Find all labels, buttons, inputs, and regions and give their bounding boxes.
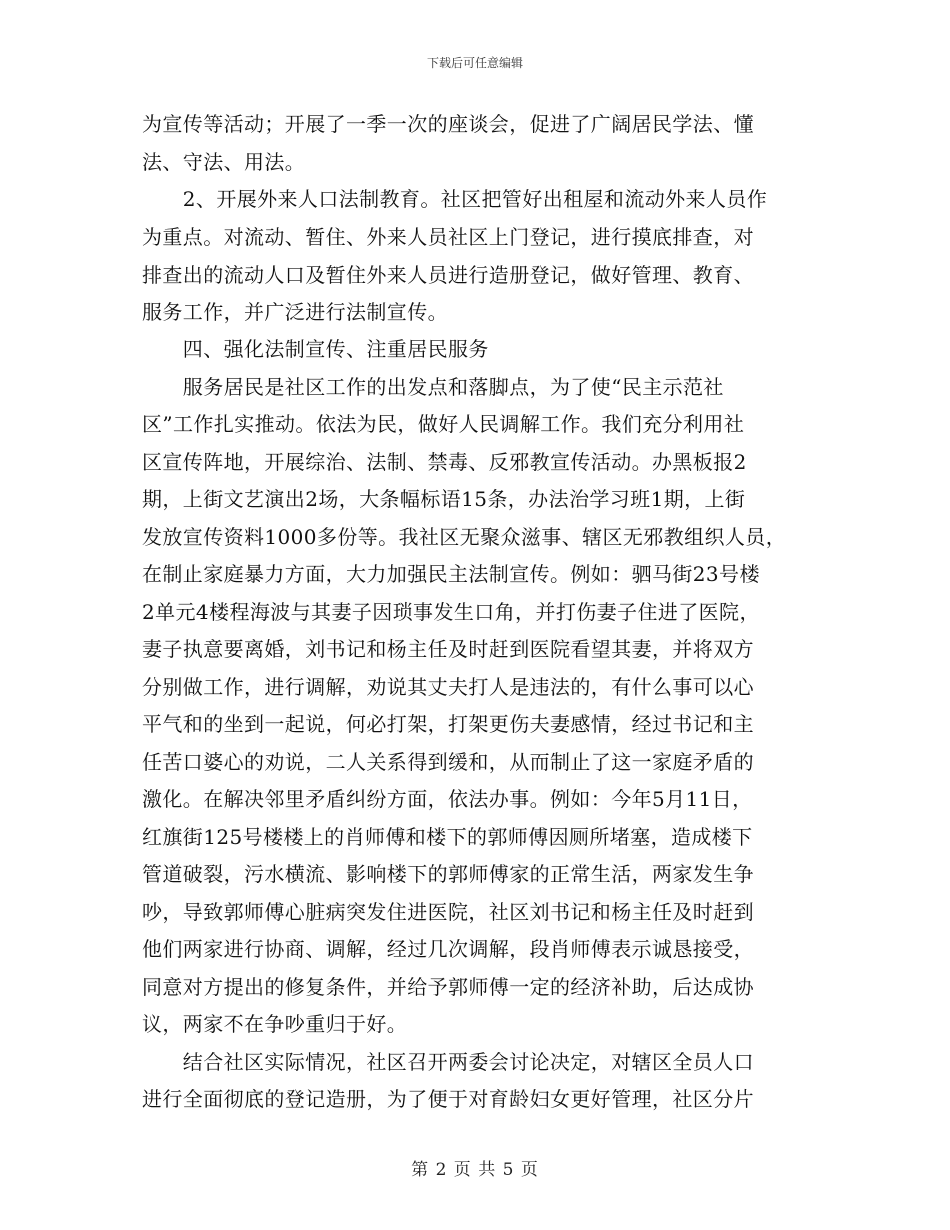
body-line: 进行全面彻底的登记造册，为了便于对育龄妇女更好管理，社区分片 — [142, 1087, 754, 1111]
body-line: 妻子执意要离婚，刘书记和杨主任及时赶到医院看望其妻，并将双方 — [142, 637, 754, 661]
body-line: 红旗街125号楼楼上的肖师傅和楼下的郭师傅因厕所堵塞，造成楼下 — [142, 825, 753, 849]
body-line: 期，上街文艺演出2场，大条幅标语15条，办法治学习班1期，上街 — [142, 487, 746, 511]
body-line: 同意对方提出的修复条件，并给予郭师傅一定的经济补助，后达成协 — [142, 975, 754, 999]
body-line: 结合社区实际情况，社区召开两委会讨论决定，对辖区全员人口 — [142, 1050, 754, 1074]
body-line: 2单元4楼程海波与其妻子因琐事发生口角，并打伤妻子住进了医院， — [142, 600, 760, 624]
body-line: 为宣传等活动；开展了一季一次的座谈会，促进了广阔居民学法、懂 — [142, 112, 754, 136]
body-line: 区宣传阵地，开展综治、法制、禁毒、反邪教宣传活动。办黑板报2 — [142, 450, 747, 474]
body-line: 在制止家庭暴力方面，大力加强民主法制宣传。例如：驷马街23号楼 — [142, 562, 760, 586]
body-line: 为重点。对流动、暂住、外来人员社区上门登记，进行摸底排查，对 — [142, 225, 754, 249]
body-line: 服务居民是社区工作的出发点和落脚点，为了使“民主示范社 — [142, 375, 724, 399]
section-heading: 四、强化法制宣传、注重居民服务 — [142, 337, 489, 361]
body-line: 任苦口婆心的劝说，二人关系得到缓和，从而制止了这一家庭矛盾的 — [142, 750, 754, 774]
body-line: 平气和的坐到一起说，何必打架，打架更伤夫妻感情，经过书记和主 — [142, 712, 754, 736]
body-line: 管道破裂，污水横流、影响楼下的郭师傅家的正常生活，两家发生争 — [142, 862, 754, 886]
body-line: 2、开展外来人口法制教育。社区把管好出租屋和流动外来人员作 — [142, 187, 768, 211]
body-line: 激化。在解决邻里矛盾纠纷方面，依法办事。例如：今年5月11日， — [142, 787, 753, 811]
body-line: 议，两家不在争吵重归于好。 — [142, 1012, 408, 1036]
body-line: 吵，导致郭师傅心脏病突发住进医院，社区刘书记和杨主任及时赶到 — [142, 900, 754, 924]
body-line: 排查出的流动人口及暂住外来人员进行造册登记，做好管理、教育、 — [142, 263, 754, 287]
body-line: 分别做工作，进行调解，劝说其丈夫打人是违法的，有什么事可以心 — [142, 675, 754, 699]
body-line: 服务工作，并广泛进行法制宣传。 — [142, 300, 448, 324]
body-line: 发放宣传资料1000多份等。我社区无聚众滋事、辖区无邪教组织人员， — [142, 525, 787, 549]
body-line: 他们两家进行协商、调解，经过几次调解，段肖师傅表示诚恳接受， — [142, 937, 754, 961]
body-line: 法、守法、用法。 — [142, 150, 306, 174]
body-line: 区”工作扎实推动。依法为民，做好人民调解工作。我们充分利用社 — [142, 412, 745, 436]
page-header-note: 下载后可任意编辑 — [426, 56, 523, 70]
page-number-footer: 第 2 页 共 5 页 — [411, 1160, 539, 1180]
